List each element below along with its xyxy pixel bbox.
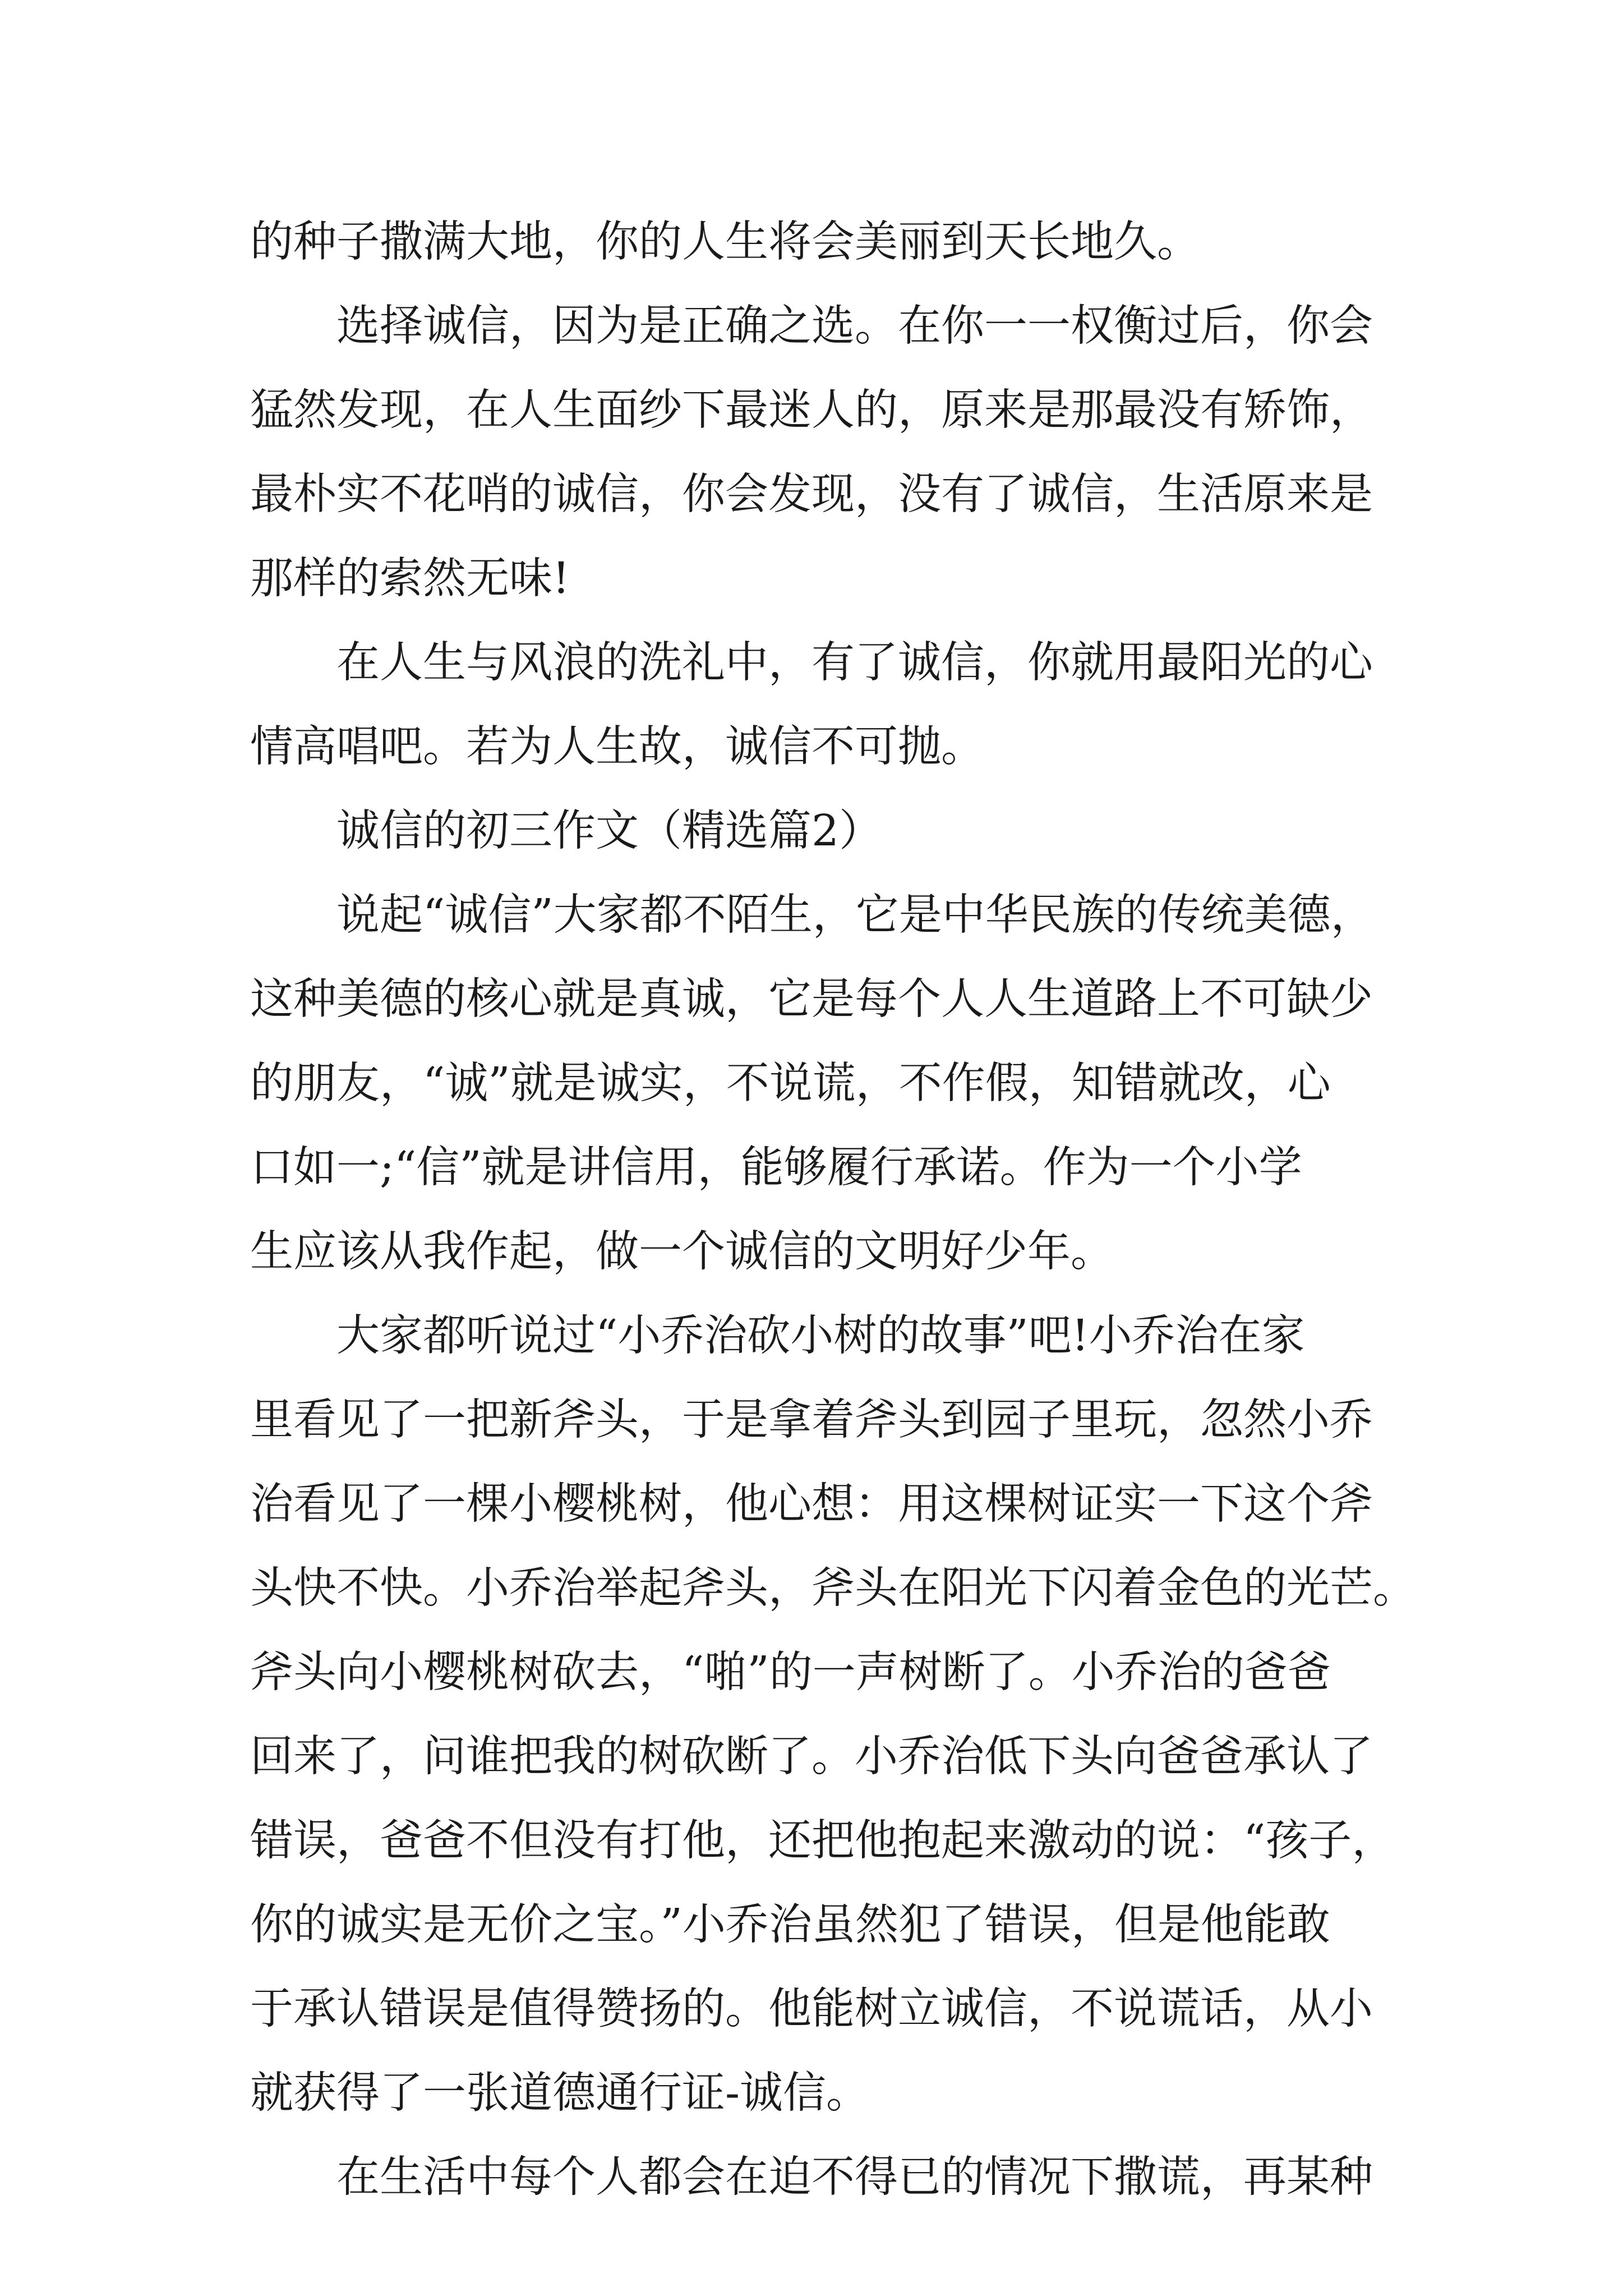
section-heading: 诚信的初三作文（精选篇2）	[336, 806, 882, 856]
text-line: 头快不快。小乔治举起斧头，斧头在阳光下闪着金色的光芒。	[250, 1563, 1416, 1613]
text-line: 这种美德的核心就是真诚，它是每个人人生道路上不可缺少	[250, 974, 1373, 1024]
text-line: 口如一;“信”就是讲信用，能够履行承诺。作为一个小学	[250, 1143, 1302, 1193]
text-line: 猛然发现，在人生面纱下最迷人的，原来是那最没有矫饰，	[250, 385, 1373, 435]
text-line: 最朴实不花哨的诚信，你会发现，没有了诚信，生活原来是	[250, 470, 1373, 519]
text-line: 里看见了一把新斧头，于是拿着斧头到园子里玩，忽然小乔	[250, 1395, 1373, 1445]
text-line: 情高唱吧。若为人生故，诚信不可抛。	[250, 722, 984, 772]
text-line: 就获得了一张道德通行证-诚信。	[250, 2068, 870, 2118]
text-line: 生应该从我作起，做一个诚信的文明好少年。	[250, 1227, 1114, 1277]
text-line: 的朋友，“诚”就是诚实，不说谎，不作假，知错就改，心	[250, 1059, 1331, 1108]
text-line: 回来了，问谁把我的树砍断了。小乔治低下头向爸爸承认了	[250, 1732, 1373, 1782]
text-line: 斧头向小樱桃树砍去，“啪”的一声树断了。小乔治的爸爸	[250, 1648, 1331, 1697]
paragraph-start-line: 在人生与风浪的洗礼中，有了诚信，你就用最阳光的心	[336, 638, 1373, 688]
text-line: 的种子撒满大地，你的人生将会美丽到天长地久。	[250, 217, 1200, 267]
paragraph-start-line: 选择诚信，因为是正确之选。在你一一权衡过后，你会	[336, 301, 1373, 351]
text-line: 于承认错误是值得赞扬的。他能树立诚信，不说谎话，从小	[250, 1984, 1373, 2034]
text-line: 治看见了一棵小樱桃树，他心想：用这棵树证实一下这个斧	[250, 1479, 1373, 1529]
paragraph-start-line: 大家都听说过“小乔治砍小树的故事”吧!小乔治在家	[336, 1311, 1305, 1361]
text-line: 你的诚实是无价之宝。”小乔治虽然犯了错误，但是他能敢	[250, 1900, 1330, 1950]
paragraph-start-line: 在生活中每个人都会在迫不得已的情况下撒谎，再某种	[336, 2152, 1373, 2202]
text-line: 那样的索然无味!	[250, 554, 570, 604]
text-line: 错误，爸爸不但没有打他，还把他抱起来激动的说：“孩子，	[250, 1816, 1395, 1866]
paragraph-start-line: 说起“诚信”大家都不陌生，它是中华民族的传统美德，	[336, 890, 1374, 940]
